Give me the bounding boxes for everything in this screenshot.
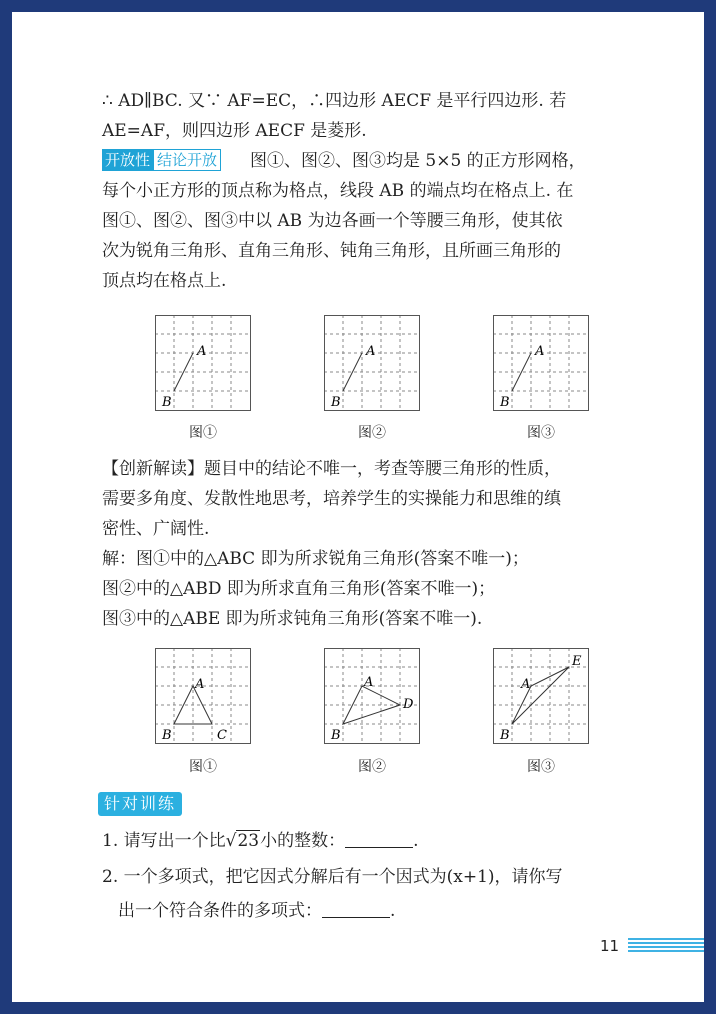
caption-fig2-bottom: 图② <box>358 759 386 775</box>
page-decoration-stripes <box>628 938 704 954</box>
solution-figure-2 <box>324 648 420 744</box>
question-1-text-b: 小的整数： <box>260 831 346 851</box>
caption-fig1-bottom: 图① <box>189 759 217 775</box>
grid-figure-2 <box>324 315 420 411</box>
point-A: A <box>521 677 531 692</box>
point-A: A <box>366 344 376 359</box>
tag-open: 开放性 <box>102 149 153 171</box>
caption-fig3-bottom: 图③ <box>527 759 555 775</box>
point-B: B <box>162 395 172 410</box>
question-2-text-b: 出一个符合条件的多项式： <box>118 901 322 921</box>
point-C: C <box>217 728 227 743</box>
question-1 <box>102 828 419 854</box>
answer-blank-2[interactable] <box>322 901 390 918</box>
text-line-9: 需要多角度、发散性地思考，培养学生的实操能力和思维的缜 <box>102 489 561 509</box>
caption-fig1-top: 图① <box>189 425 217 441</box>
text-line-6: 次为锐角三角形、直角三角形、钝角三角形，且所画三角形的 <box>102 241 561 261</box>
point-B: B <box>331 395 341 410</box>
caption-fig2-top: 图② <box>358 425 386 441</box>
problem-tags <box>102 149 221 173</box>
text-line-7: 顶点均在格点上. <box>102 271 227 291</box>
sqrt-symbol: √ <box>225 831 237 851</box>
point-A: A <box>197 344 207 359</box>
point-A: A <box>364 675 374 690</box>
point-B: B <box>162 728 172 743</box>
caption-fig3-top: 图③ <box>527 425 555 441</box>
grid-figure-1 <box>155 315 251 411</box>
solution-figure-1 <box>155 648 251 744</box>
text-line-12: 图②中的△ABD 即为所求直角三角形(答案不唯一)； <box>102 579 496 599</box>
grid-figure-3 <box>493 315 589 411</box>
text-line-11: 解：图①中的△ABC 即为所求锐角三角形(答案不唯一)； <box>102 549 529 569</box>
point-D: D <box>403 697 414 712</box>
text-line-1: ∴ AD∥BC. 又∵ AF=EC，∴四边形 AECF 是平行四边形. 若 <box>102 91 567 111</box>
point-B: B <box>331 728 341 743</box>
question-1-text-a: 1. 请写出一个比 <box>102 831 226 851</box>
text-line-5: 图①、图②、图③中以 AB 为边各画一个等腰三角形，使其依 <box>102 211 563 231</box>
point-B: B <box>500 728 510 743</box>
text-line-13: 图③中的△ABE 即为所求钝角三角形(答案不唯一). <box>102 609 483 629</box>
question-1-end: . <box>413 831 419 851</box>
page <box>12 12 704 1002</box>
point-A: A <box>535 344 545 359</box>
question-2-line-1: 2. 一个多项式，把它因式分解后有一个因式为(x+1)，请你写 <box>102 867 563 887</box>
point-A: A <box>195 677 205 692</box>
sqrt-radicand: 23 <box>237 831 260 851</box>
tag-conclusion-open: 结论开放 <box>153 149 221 171</box>
text-line-3: 图①、图②、图③均是 5×5 的正方形网格， <box>250 151 586 171</box>
text-line-2: AE=AF，则四边形 AECF 是菱形. <box>102 121 367 141</box>
section-heading-practice: 针对训练 <box>98 792 182 816</box>
text-line-10: 密性、广阔性. <box>102 519 210 539</box>
solution-figure-3 <box>493 648 589 744</box>
point-E: E <box>572 654 582 669</box>
answer-blank-1[interactable] <box>345 831 413 848</box>
text-line-8: 【创新解读】题目中的结论不唯一，考查等腰三角形的性质， <box>102 459 561 479</box>
question-2-end: . <box>390 901 396 921</box>
question-2-line-2 <box>118 898 395 924</box>
text-line-4: 每个小正方形的顶点称为格点，线段 AB 的端点均在格点上. 在 <box>102 181 574 201</box>
point-B: B <box>500 395 510 410</box>
page-number: 11 <box>600 937 620 955</box>
